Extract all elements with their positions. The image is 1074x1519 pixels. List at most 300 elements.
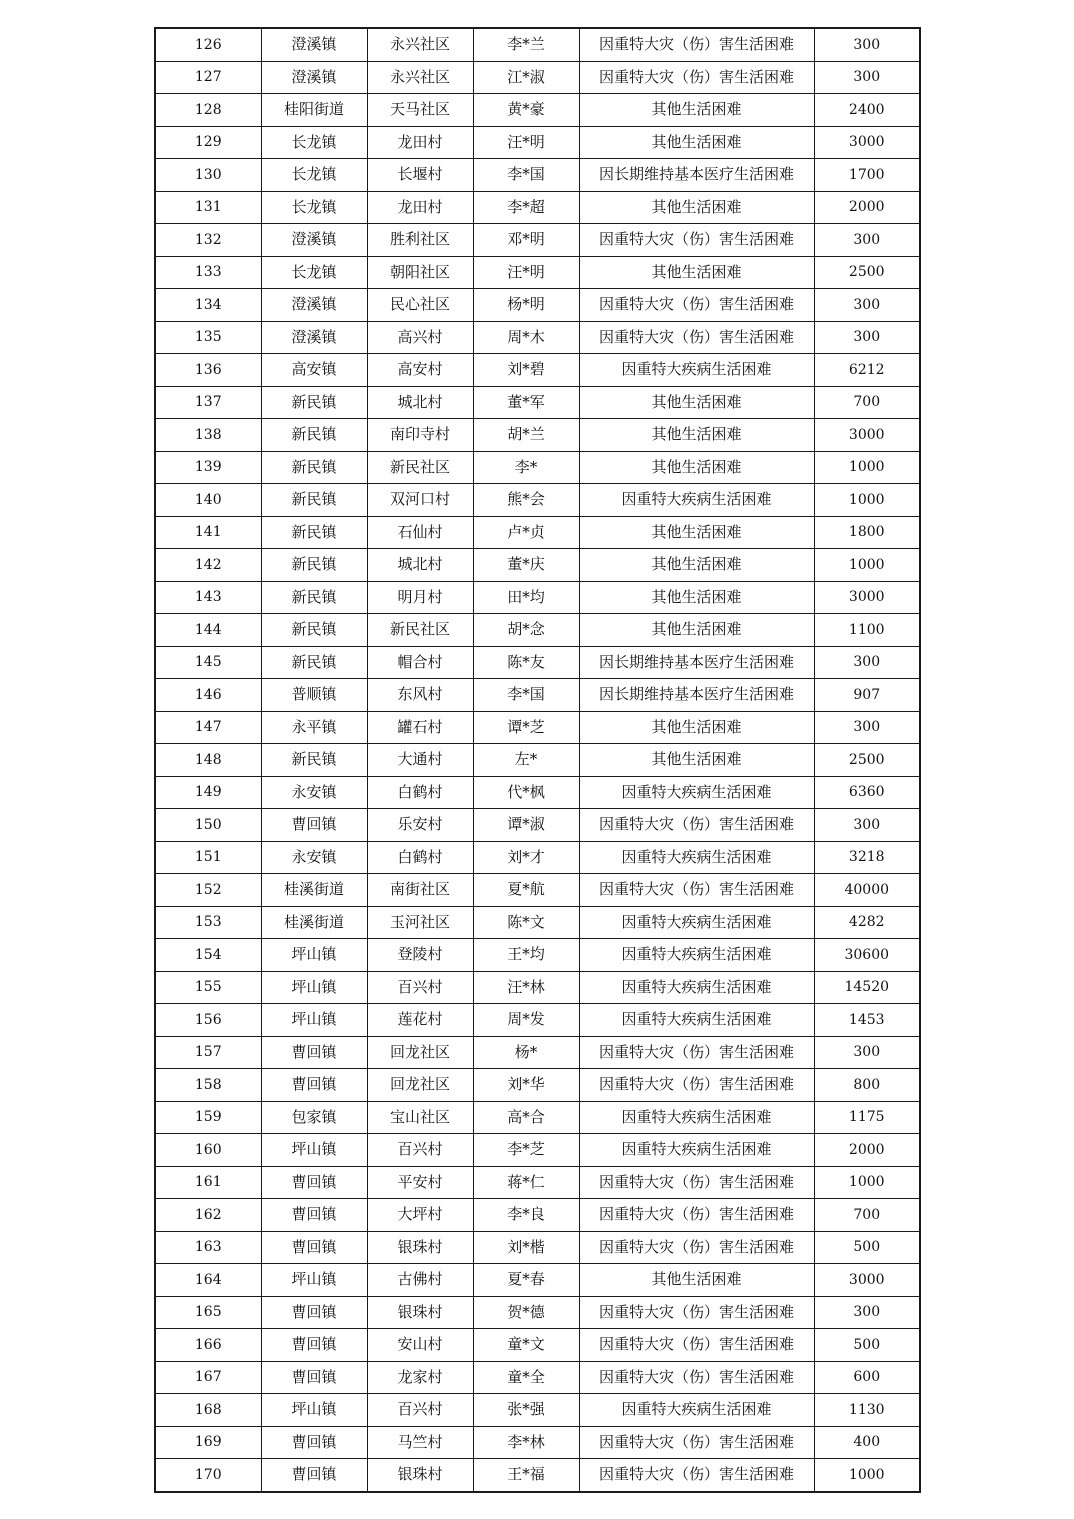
reason-cell: 因重特大灾（伤）害生活困难	[579, 321, 814, 354]
table-row	[155, 1036, 920, 1069]
amount-cell: 300	[814, 809, 920, 842]
table-row	[155, 581, 920, 614]
village-cell: 玉河社区	[367, 906, 473, 939]
village-cell: 永兴社区	[367, 28, 473, 61]
town-cell: 澄溪镇	[261, 224, 367, 257]
amount-cell: 14520	[814, 971, 920, 1004]
table-row	[155, 1004, 920, 1037]
town-cell: 坪山镇	[261, 1134, 367, 1167]
row-number-cell: 129	[155, 126, 261, 159]
town-cell: 长龙镇	[261, 256, 367, 289]
row-number-cell: 168	[155, 1394, 261, 1427]
reason-cell: 因重特大疾病生活困难	[579, 971, 814, 1004]
village-cell: 白鹤村	[367, 776, 473, 809]
table-row	[155, 906, 920, 939]
village-cell: 天马社区	[367, 94, 473, 127]
town-cell: 澄溪镇	[261, 289, 367, 322]
name-cell: 黄*豪	[473, 94, 579, 127]
row-number-cell: 167	[155, 1361, 261, 1394]
amount-cell: 3000	[814, 126, 920, 159]
village-cell: 莲花村	[367, 1004, 473, 1037]
reason-cell: 因重特大灾（伤）害生活困难	[579, 28, 814, 61]
table-row	[155, 1069, 920, 1102]
village-cell: 新民社区	[367, 451, 473, 484]
town-cell: 澄溪镇	[261, 61, 367, 94]
village-cell: 胜利社区	[367, 224, 473, 257]
table-row	[155, 614, 920, 647]
amount-cell: 300	[814, 1036, 920, 1069]
reason-cell: 因重特大灾（伤）害生活困难	[579, 1329, 814, 1362]
table-row	[155, 451, 920, 484]
table-row	[155, 549, 920, 582]
row-number-cell: 141	[155, 516, 261, 549]
amount-cell: 1453	[814, 1004, 920, 1037]
reason-cell: 因重特大疾病生活困难	[579, 1134, 814, 1167]
row-number-cell: 147	[155, 711, 261, 744]
village-cell: 城北村	[367, 386, 473, 419]
amount-cell: 3000	[814, 1264, 920, 1297]
reason-cell: 因重特大灾（伤）害生活困难	[579, 224, 814, 257]
village-cell: 百兴村	[367, 1394, 473, 1427]
amount-cell: 1100	[814, 614, 920, 647]
row-number-cell: 126	[155, 28, 261, 61]
table-row	[155, 1199, 920, 1232]
row-number-cell: 166	[155, 1329, 261, 1362]
row-number-cell: 164	[155, 1264, 261, 1297]
name-cell: 李*国	[473, 679, 579, 712]
name-cell: 李*芝	[473, 1134, 579, 1167]
name-cell: 夏*春	[473, 1264, 579, 1297]
row-number-cell: 161	[155, 1166, 261, 1199]
town-cell: 永安镇	[261, 841, 367, 874]
name-cell: 周*木	[473, 321, 579, 354]
table-row	[155, 809, 920, 842]
amount-cell: 2000	[814, 1134, 920, 1167]
reason-cell: 因重特大灾（伤）害生活困难	[579, 1199, 814, 1232]
row-number-cell: 130	[155, 159, 261, 192]
reason-cell: 因长期维持基本医疗生活困难	[579, 679, 814, 712]
town-cell: 坪山镇	[261, 1264, 367, 1297]
town-cell: 新民镇	[261, 484, 367, 517]
amount-cell: 40000	[814, 874, 920, 907]
name-cell: 汪*明	[473, 126, 579, 159]
table-row	[155, 1394, 920, 1427]
amount-cell: 300	[814, 321, 920, 354]
town-cell: 长龙镇	[261, 191, 367, 224]
amount-cell: 300	[814, 1296, 920, 1329]
reason-cell: 因重特大疾病生活困难	[579, 776, 814, 809]
village-cell: 宝山社区	[367, 1101, 473, 1134]
amount-cell: 300	[814, 289, 920, 322]
row-number-cell: 150	[155, 809, 261, 842]
table-row	[155, 939, 920, 972]
table-row	[155, 224, 920, 257]
amount-cell: 1000	[814, 1166, 920, 1199]
reason-cell: 其他生活困难	[579, 614, 814, 647]
name-cell: 童*文	[473, 1329, 579, 1362]
table-row	[155, 159, 920, 192]
reason-cell: 因重特大灾（伤）害生活困难	[579, 1166, 814, 1199]
amount-cell: 30600	[814, 939, 920, 972]
reason-cell: 因重特大疾病生活困难	[579, 354, 814, 387]
reason-cell: 其他生活困难	[579, 744, 814, 777]
village-cell: 回龙社区	[367, 1069, 473, 1102]
reason-cell: 因重特大疾病生活困难	[579, 939, 814, 972]
name-cell: 周*发	[473, 1004, 579, 1037]
town-cell: 澄溪镇	[261, 28, 367, 61]
reason-cell: 因重特大疾病生活困难	[579, 841, 814, 874]
name-cell: 李*良	[473, 1199, 579, 1232]
amount-cell: 6212	[814, 354, 920, 387]
reason-cell: 其他生活困难	[579, 549, 814, 582]
table-row	[155, 94, 920, 127]
name-cell: 刘*碧	[473, 354, 579, 387]
name-cell: 陈*友	[473, 646, 579, 679]
town-cell: 澄溪镇	[261, 321, 367, 354]
reason-cell: 因长期维持基本医疗生活困难	[579, 159, 814, 192]
town-cell: 曹回镇	[261, 1069, 367, 1102]
village-cell: 高安村	[367, 354, 473, 387]
table-row	[155, 1134, 920, 1167]
name-cell: 杨*	[473, 1036, 579, 1069]
town-cell: 长龙镇	[261, 159, 367, 192]
reason-cell: 因重特大灾（伤）害生活困难	[579, 1231, 814, 1264]
row-number-cell: 148	[155, 744, 261, 777]
table-row	[155, 61, 920, 94]
table-row	[155, 516, 920, 549]
row-number-cell: 132	[155, 224, 261, 257]
village-cell: 银珠村	[367, 1296, 473, 1329]
reason-cell: 因重特大灾（伤）害生活困难	[579, 1361, 814, 1394]
town-cell: 桂溪街道	[261, 906, 367, 939]
row-number-cell: 134	[155, 289, 261, 322]
town-cell: 长龙镇	[261, 126, 367, 159]
amount-cell: 2000	[814, 191, 920, 224]
table-row	[155, 1296, 920, 1329]
name-cell: 张*强	[473, 1394, 579, 1427]
amount-cell: 1000	[814, 484, 920, 517]
village-cell: 平安村	[367, 1166, 473, 1199]
name-cell: 董*庆	[473, 549, 579, 582]
town-cell: 永安镇	[261, 776, 367, 809]
row-number-cell: 162	[155, 1199, 261, 1232]
reason-cell: 因重特大灾（伤）害生活困难	[579, 289, 814, 322]
reason-cell: 因重特大疾病生活困难	[579, 1394, 814, 1427]
reason-cell: 因重特大疾病生活困难	[579, 1004, 814, 1037]
amount-cell: 2400	[814, 94, 920, 127]
name-cell: 左*	[473, 744, 579, 777]
village-cell: 石仙村	[367, 516, 473, 549]
name-cell: 杨*明	[473, 289, 579, 322]
reason-cell: 因重特大灾（伤）害生活困难	[579, 1036, 814, 1069]
amount-cell: 1700	[814, 159, 920, 192]
reason-cell: 因重特大灾（伤）害生活困难	[579, 61, 814, 94]
name-cell: 李*	[473, 451, 579, 484]
table-row	[155, 256, 920, 289]
town-cell: 曹回镇	[261, 1426, 367, 1459]
row-number-cell: 146	[155, 679, 261, 712]
amount-cell: 700	[814, 386, 920, 419]
amount-cell: 1175	[814, 1101, 920, 1134]
village-cell: 朝阳社区	[367, 256, 473, 289]
row-number-cell: 154	[155, 939, 261, 972]
reason-cell: 因长期维持基本医疗生活困难	[579, 646, 814, 679]
name-cell: 田*均	[473, 581, 579, 614]
row-number-cell: 133	[155, 256, 261, 289]
name-cell: 谭*淑	[473, 809, 579, 842]
name-cell: 王*福	[473, 1459, 579, 1492]
amount-cell: 600	[814, 1361, 920, 1394]
table-row	[155, 126, 920, 159]
row-number-cell: 136	[155, 354, 261, 387]
village-cell: 明月村	[367, 581, 473, 614]
town-cell: 新民镇	[261, 386, 367, 419]
amount-cell: 700	[814, 1199, 920, 1232]
town-cell: 新民镇	[261, 451, 367, 484]
amount-cell: 400	[814, 1426, 920, 1459]
row-number-cell: 135	[155, 321, 261, 354]
amount-cell: 800	[814, 1069, 920, 1102]
row-number-cell: 149	[155, 776, 261, 809]
reason-cell: 其他生活困难	[579, 191, 814, 224]
table-row	[155, 386, 920, 419]
town-cell: 曹回镇	[261, 1329, 367, 1362]
town-cell: 桂溪街道	[261, 874, 367, 907]
reason-cell: 因重特大灾（伤）害生活困难	[579, 1459, 814, 1492]
table-row	[155, 1101, 920, 1134]
town-cell: 曹回镇	[261, 1296, 367, 1329]
town-cell: 曹回镇	[261, 809, 367, 842]
name-cell: 熊*会	[473, 484, 579, 517]
name-cell: 陈*文	[473, 906, 579, 939]
amount-cell: 1800	[814, 516, 920, 549]
table-row	[155, 484, 920, 517]
name-cell: 王*均	[473, 939, 579, 972]
reason-cell: 其他生活困难	[579, 419, 814, 452]
row-number-cell: 155	[155, 971, 261, 1004]
table-row	[155, 1329, 920, 1362]
name-cell: 童*全	[473, 1361, 579, 1394]
name-cell: 胡*兰	[473, 419, 579, 452]
name-cell: 胡*念	[473, 614, 579, 647]
village-cell: 新民社区	[367, 614, 473, 647]
table-row	[155, 28, 920, 61]
name-cell: 李*林	[473, 1426, 579, 1459]
table-row	[155, 679, 920, 712]
village-cell: 乐安村	[367, 809, 473, 842]
amount-cell: 300	[814, 28, 920, 61]
table-row	[155, 289, 920, 322]
amount-cell: 500	[814, 1329, 920, 1362]
town-cell: 曹回镇	[261, 1459, 367, 1492]
town-cell: 新民镇	[261, 516, 367, 549]
reason-cell: 其他生活困难	[579, 711, 814, 744]
village-cell: 安山村	[367, 1329, 473, 1362]
village-cell: 高兴村	[367, 321, 473, 354]
town-cell: 坪山镇	[261, 1004, 367, 1037]
reason-cell: 其他生活困难	[579, 516, 814, 549]
name-cell: 邓*明	[473, 224, 579, 257]
amount-cell: 4282	[814, 906, 920, 939]
village-cell: 东风村	[367, 679, 473, 712]
village-cell: 白鹤村	[367, 841, 473, 874]
table-row	[155, 321, 920, 354]
reason-cell: 其他生活困难	[579, 581, 814, 614]
town-cell: 永平镇	[261, 711, 367, 744]
row-number-cell: 151	[155, 841, 261, 874]
row-number-cell: 139	[155, 451, 261, 484]
town-cell: 曹回镇	[261, 1036, 367, 1069]
row-number-cell: 127	[155, 61, 261, 94]
town-cell: 曹回镇	[261, 1231, 367, 1264]
reason-cell: 因重特大灾（伤）害生活困难	[579, 1296, 814, 1329]
village-cell: 百兴村	[367, 971, 473, 1004]
village-cell: 大坪村	[367, 1199, 473, 1232]
assistance-table	[154, 27, 921, 1493]
row-number-cell: 159	[155, 1101, 261, 1134]
town-cell: 新民镇	[261, 614, 367, 647]
name-cell: 贺*德	[473, 1296, 579, 1329]
town-cell: 曹回镇	[261, 1199, 367, 1232]
village-cell: 大通村	[367, 744, 473, 777]
table-row	[155, 1264, 920, 1297]
town-cell: 桂阳街道	[261, 94, 367, 127]
row-number-cell: 170	[155, 1459, 261, 1492]
table-row	[155, 776, 920, 809]
town-cell: 新民镇	[261, 744, 367, 777]
row-number-cell: 152	[155, 874, 261, 907]
row-number-cell: 157	[155, 1036, 261, 1069]
row-number-cell: 158	[155, 1069, 261, 1102]
town-cell: 高安镇	[261, 354, 367, 387]
amount-cell: 1000	[814, 549, 920, 582]
village-cell: 城北村	[367, 549, 473, 582]
amount-cell: 2500	[814, 744, 920, 777]
row-number-cell: 145	[155, 646, 261, 679]
reason-cell: 因重特大疾病生活困难	[579, 1101, 814, 1134]
amount-cell: 2500	[814, 256, 920, 289]
reason-cell: 因重特大灾（伤）害生活困难	[579, 1069, 814, 1102]
village-cell: 龙田村	[367, 126, 473, 159]
reason-cell: 因重特大疾病生活困难	[579, 484, 814, 517]
row-number-cell: 140	[155, 484, 261, 517]
village-cell: 古佛村	[367, 1264, 473, 1297]
reason-cell: 因重特大灾（伤）害生活困难	[579, 809, 814, 842]
name-cell: 江*淑	[473, 61, 579, 94]
amount-cell: 1000	[814, 1459, 920, 1492]
name-cell: 刘*才	[473, 841, 579, 874]
name-cell: 高*合	[473, 1101, 579, 1134]
village-cell: 南街社区	[367, 874, 473, 907]
name-cell: 李*兰	[473, 28, 579, 61]
table-row	[155, 711, 920, 744]
village-cell: 银珠村	[367, 1231, 473, 1264]
village-cell: 百兴村	[367, 1134, 473, 1167]
table-row	[155, 1426, 920, 1459]
town-cell: 包家镇	[261, 1101, 367, 1134]
row-number-cell: 137	[155, 386, 261, 419]
village-cell: 龙田村	[367, 191, 473, 224]
table-row	[155, 419, 920, 452]
reason-cell: 因重特大灾（伤）害生活困难	[579, 874, 814, 907]
name-cell: 刘*华	[473, 1069, 579, 1102]
town-cell: 新民镇	[261, 549, 367, 582]
table-row	[155, 1231, 920, 1264]
name-cell: 董*军	[473, 386, 579, 419]
amount-cell: 1130	[814, 1394, 920, 1427]
row-number-cell: 163	[155, 1231, 261, 1264]
amount-cell: 500	[814, 1231, 920, 1264]
reason-cell: 因重特大疾病生活困难	[579, 906, 814, 939]
name-cell: 李*国	[473, 159, 579, 192]
town-cell: 新民镇	[261, 419, 367, 452]
reason-cell: 其他生活困难	[579, 386, 814, 419]
village-cell: 帽合村	[367, 646, 473, 679]
town-cell: 曹回镇	[261, 1166, 367, 1199]
reason-cell: 其他生活困难	[579, 256, 814, 289]
amount-cell: 3000	[814, 581, 920, 614]
town-cell: 坪山镇	[261, 939, 367, 972]
row-number-cell: 160	[155, 1134, 261, 1167]
table-row	[155, 971, 920, 1004]
name-cell: 汪*明	[473, 256, 579, 289]
name-cell: 刘*楷	[473, 1231, 579, 1264]
row-number-cell: 142	[155, 549, 261, 582]
table-body	[155, 28, 920, 1492]
table-row	[155, 744, 920, 777]
town-cell: 新民镇	[261, 581, 367, 614]
town-cell: 普顺镇	[261, 679, 367, 712]
village-cell: 登陵村	[367, 939, 473, 972]
town-cell: 坪山镇	[261, 971, 367, 1004]
village-cell: 永兴社区	[367, 61, 473, 94]
row-number-cell: 169	[155, 1426, 261, 1459]
amount-cell: 300	[814, 711, 920, 744]
amount-cell: 3000	[814, 419, 920, 452]
row-number-cell: 156	[155, 1004, 261, 1037]
reason-cell: 其他生活困难	[579, 1264, 814, 1297]
reason-cell: 其他生活困难	[579, 126, 814, 159]
row-number-cell: 143	[155, 581, 261, 614]
village-cell: 长堰村	[367, 159, 473, 192]
table-row	[155, 874, 920, 907]
row-number-cell: 128	[155, 94, 261, 127]
table-row	[155, 354, 920, 387]
reason-cell: 因重特大灾（伤）害生活困难	[579, 1426, 814, 1459]
amount-cell: 907	[814, 679, 920, 712]
name-cell: 卢*贞	[473, 516, 579, 549]
amount-cell: 300	[814, 61, 920, 94]
row-number-cell: 153	[155, 906, 261, 939]
village-cell: 银珠村	[367, 1459, 473, 1492]
town-cell: 坪山镇	[261, 1394, 367, 1427]
row-number-cell: 131	[155, 191, 261, 224]
reason-cell: 其他生活困难	[579, 451, 814, 484]
amount-cell: 1000	[814, 451, 920, 484]
row-number-cell: 138	[155, 419, 261, 452]
name-cell: 代*枫	[473, 776, 579, 809]
table-row	[155, 1361, 920, 1394]
reason-cell: 其他生活困难	[579, 94, 814, 127]
name-cell: 谭*芝	[473, 711, 579, 744]
village-cell: 罐石村	[367, 711, 473, 744]
table-row	[155, 646, 920, 679]
name-cell: 李*超	[473, 191, 579, 224]
village-cell: 南印寺村	[367, 419, 473, 452]
table-row	[155, 191, 920, 224]
village-cell: 双河口村	[367, 484, 473, 517]
amount-cell: 300	[814, 646, 920, 679]
